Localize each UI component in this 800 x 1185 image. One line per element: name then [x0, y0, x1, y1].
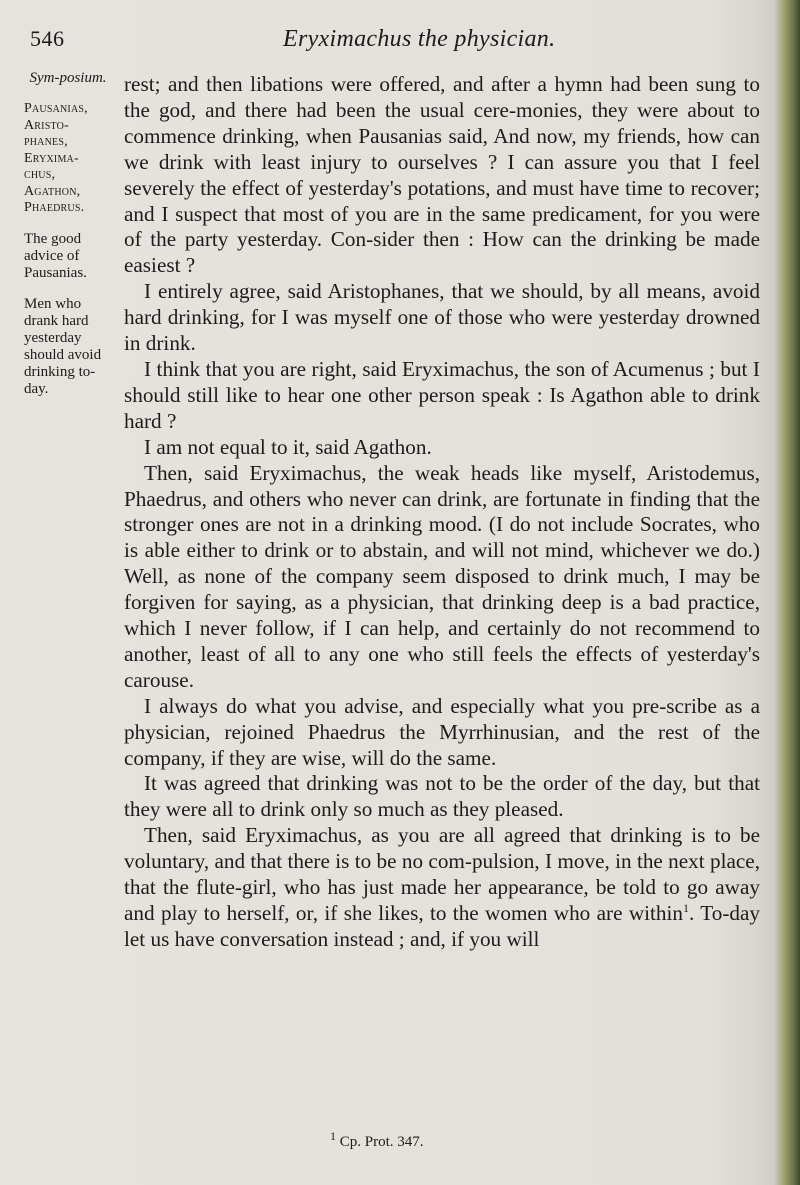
- paragraph-text: Then, said Eryximachus, as you are all agreed that drinking is to be voluntary, and that there is to be no com-pulsion, I move, in the next place, that the flute-girl, who has just made her appearance, be told to go away and play to herself, or, if she likes, to the women who are within: [124, 823, 760, 925]
- speaker-line: Eryxima-: [24, 150, 79, 166]
- margin-note-drinking: Men who drank hard yesterday should avoid drinking to-day.: [24, 295, 102, 397]
- margin-speakers: [24, 101, 112, 217]
- footnote-marker: 1: [330, 1129, 336, 1143]
- page-number: 546: [30, 26, 65, 51]
- footnote: [330, 1129, 424, 1151]
- running-title: Eryximachus the physician.: [283, 26, 556, 52]
- page-edge-stain: [774, 0, 800, 1185]
- paragraph: I am not equal to it, said Agathon.: [144, 434, 432, 459]
- paragraph: Then, said Eryximachus, the weak heads like myself, Aristodemus, Phaedrus, and others who never can drink, are fortunate in finding that the stronger ones are not in a drinking mood. (I do not include Socrates, who is able either to drink or to abstain, and will not mind, whichever we do.) Well, as none of the company seem disposed to drink much, I may be forgiven for saying, as a physician, that drinking deep is a bad practice, which I never follow, if I can help, and certainly do not recommend to another, least of all to any one who still feels the effects of yesterday's carouse.: [124, 460, 760, 692]
- paragraph: It was agreed that drinking was not to be the order of the day, but that they were all to drink only so much as they pleased.: [124, 771, 760, 822]
- paragraph-text: To-day let us have conversation instead ; and, if you will: [124, 901, 760, 951]
- paragraph: Then, said Eryximachus, as you are all agreed that drinking is to be voluntary, and that there is to be no com-pulsion, I move, in the next place, that the flute-girl, who has just made her appearance, be told to go away and play to herself, or, if she likes, to the women who are within$^1$. To-day let us have conversation instead ; and, if you will: [124, 823, 760, 951]
- speaker-line: Pausanias,: [24, 101, 88, 116]
- paragraph: rest; and then libations were offered, and after a hymn had been sung to the god, and there had been the usual cere-monies, they were about to commence drinking, when Pausanias said, And now, my friends, how can we drink with least injury to ourselves ? I can assure you that I feel severely the effect of yesterday's potations, and must have time to recover; and I suspect that most of you are in the same predicament, for you were of the party yesterday. Con-sider then : How can the drinking be made easiest ?: [124, 72, 760, 278]
- speaker-line: Agathon,: [24, 183, 81, 199]
- main-text: [124, 72, 760, 953]
- speaker-line: Aristo-: [24, 117, 69, 133]
- footnote-reference: 1: [683, 900, 690, 915]
- margin-note-pausanias: The good advice of Pausanias.: [24, 230, 87, 281]
- speaker-line: chus,: [24, 167, 56, 182]
- margin-book-title: Sym-posium.: [29, 70, 107, 86]
- speaker-line: phanes,: [24, 134, 68, 149]
- footnote-text: Cp. Prot. 347.: [339, 1134, 424, 1150]
- page-header: [0, 26, 800, 62]
- speaker-line: Phaedrus.: [24, 200, 85, 215]
- paragraph: I entirely agree, said Aristophanes, that we should, by all means, avoid hard drinking, for I was myself one of those who were yesterday drowned in drink.: [124, 279, 760, 356]
- margin-notes: [24, 70, 112, 412]
- paragraph: I think that you are right, said Eryximachus, the son of Acumenus ; but I should still like to hear one other person speak : Is Agathon able to drink hard ?: [124, 356, 760, 433]
- paragraph: I always do what you advise, and especially what you pre-scribe as a physician, rejoined Phaedrus the Myrrhinusian, and the rest of the company, if they are wise, will do the same.: [124, 693, 760, 770]
